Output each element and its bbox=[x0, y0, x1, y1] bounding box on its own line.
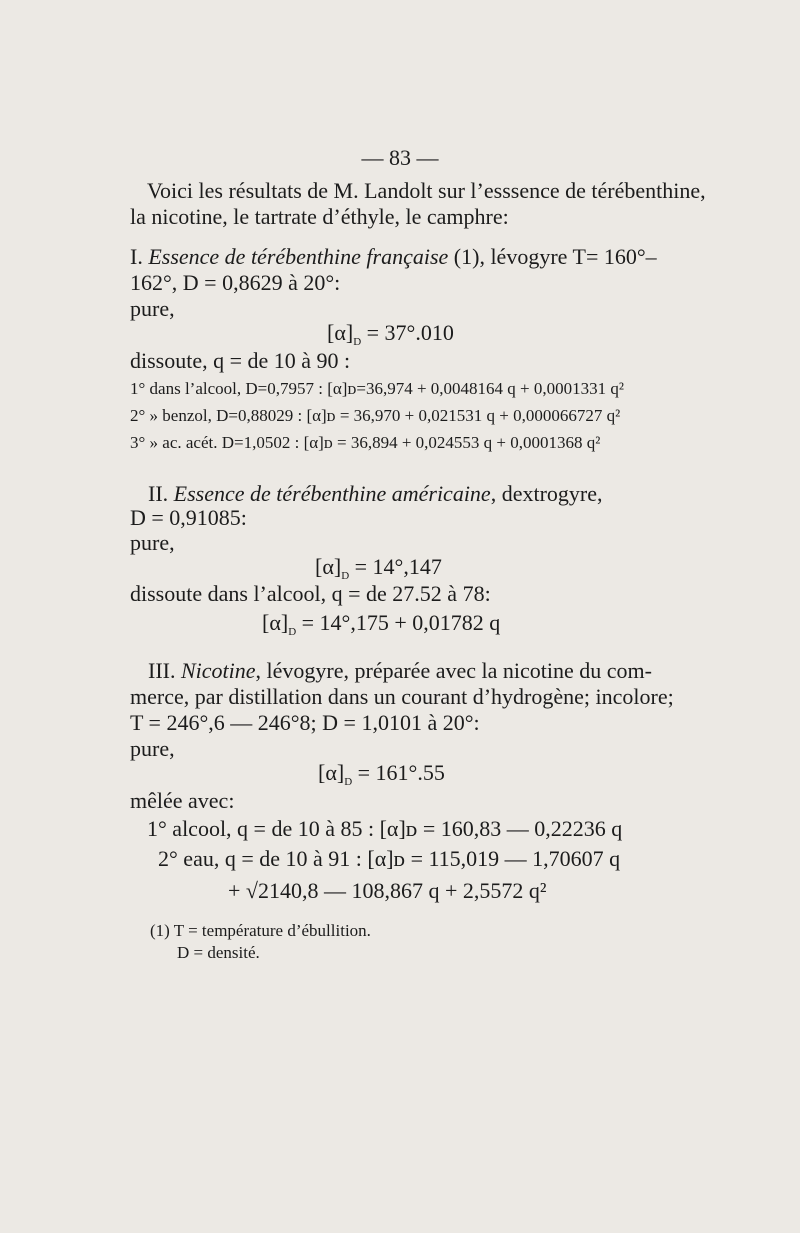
section-1-dissoute: dissoute, q = de 10 à 90 : bbox=[130, 348, 351, 373]
section-3-heading-rest: , lévogyre, préparée avec la nicotine du com- bbox=[255, 658, 652, 683]
section-3-row-2: 2° eau, q = de 10 à 91 : [α]ᴅ = 115,019 — 1,70607 q bbox=[158, 846, 621, 871]
section-1-line-2: 162°, D = 0,8629 à 20°: bbox=[130, 270, 341, 295]
section-1-heading-rest: (1), lévogyre T= 160°– bbox=[453, 244, 657, 269]
section-3-row-1: 1° alcool, q = de 10 à 85 : [α]ᴅ = 160,83 — 0,22236 q bbox=[147, 816, 623, 841]
footnote-line-1: (1) T = température d’ébullition. bbox=[150, 921, 371, 940]
section-1-row-1: 1° dans l’alcool, D=0,7957 : [α]ᴅ=36,974 + 0,0048164 q + 0,0001331 q² bbox=[130, 379, 624, 398]
section-2-heading-rest: , dextrogyre, bbox=[490, 481, 603, 506]
section-2-pure-formula bbox=[315, 556, 442, 582]
section-2-formula bbox=[262, 612, 500, 638]
formula-rhs: = 161°.55 bbox=[352, 760, 445, 785]
section-1-row-3: 3° » ac. acét. D=1,0502 : [α]ᴅ = 36,894 + 0,024553 q + 0,0001368 q² bbox=[130, 433, 601, 452]
page-number: — 83 — bbox=[361, 145, 439, 170]
section-1-row-2: 2° » benzol, D=0,88029 : [α]ᴅ = 36,970 + 0,021531 q + 0,000066727 q² bbox=[130, 406, 621, 425]
formula-sub: D bbox=[353, 336, 362, 348]
section-3-roman: III. bbox=[148, 658, 176, 683]
footnote-line-2: D = densité. bbox=[177, 943, 260, 962]
section-3-pure-formula bbox=[318, 762, 445, 788]
formula-sub: D bbox=[288, 626, 297, 638]
formula-sub: D bbox=[341, 570, 350, 582]
section-2-heading bbox=[148, 483, 603, 505]
section-3-pure: pure, bbox=[130, 736, 175, 761]
section-2-dissoute: dissoute dans l’alcool, q = de 27.52 à 78: bbox=[130, 581, 491, 606]
formula-rhs: = 14°,147 bbox=[349, 554, 442, 579]
formula-lhs: [α] bbox=[262, 610, 289, 635]
section-1-roman: I. bbox=[130, 244, 143, 269]
section-3-melee: mêlée avec: bbox=[130, 788, 235, 813]
section-3-line-2: merce, par distillation dans un courant d’hydrogène; incolore; bbox=[130, 684, 674, 709]
formula-rhs: = 37°.010 bbox=[361, 320, 454, 345]
section-1-pure-formula bbox=[327, 322, 454, 348]
section-1-heading bbox=[130, 246, 657, 268]
section-1-pure: pure, bbox=[130, 296, 175, 321]
section-2-roman: II. bbox=[148, 481, 169, 506]
intro-line-2: la nicotine, le tartrate d’éthyle, le camphre: bbox=[130, 204, 509, 229]
intro-line-1: Voici les résultats de M. Landolt sur l’esssence de térébenthine, bbox=[147, 178, 706, 203]
section-3-title: Nicotine bbox=[180, 658, 256, 683]
section-1-title: Essence de térébenthine française bbox=[148, 244, 449, 269]
formula-lhs: [α] bbox=[327, 320, 354, 345]
section-3-line-3: T = 246°,6 — 246°8; D = 1,0101 à 20°: bbox=[130, 710, 480, 735]
formula-sub: D bbox=[344, 776, 353, 788]
section-2-pure: pure, bbox=[130, 530, 175, 555]
section-2-title: Essence de térébenthine américaine bbox=[173, 481, 491, 506]
formula-lhs: [α] bbox=[315, 554, 342, 579]
section-2-line-2: D = 0,91085: bbox=[130, 505, 247, 530]
formula-lhs: [α] bbox=[318, 760, 345, 785]
section-3-heading bbox=[148, 660, 652, 682]
formula-rhs: = 14°,175 + 0,01782 q bbox=[296, 610, 501, 635]
section-3-row-3: + √2140,8 — 108,867 q + 2,5572 q² bbox=[228, 878, 547, 903]
